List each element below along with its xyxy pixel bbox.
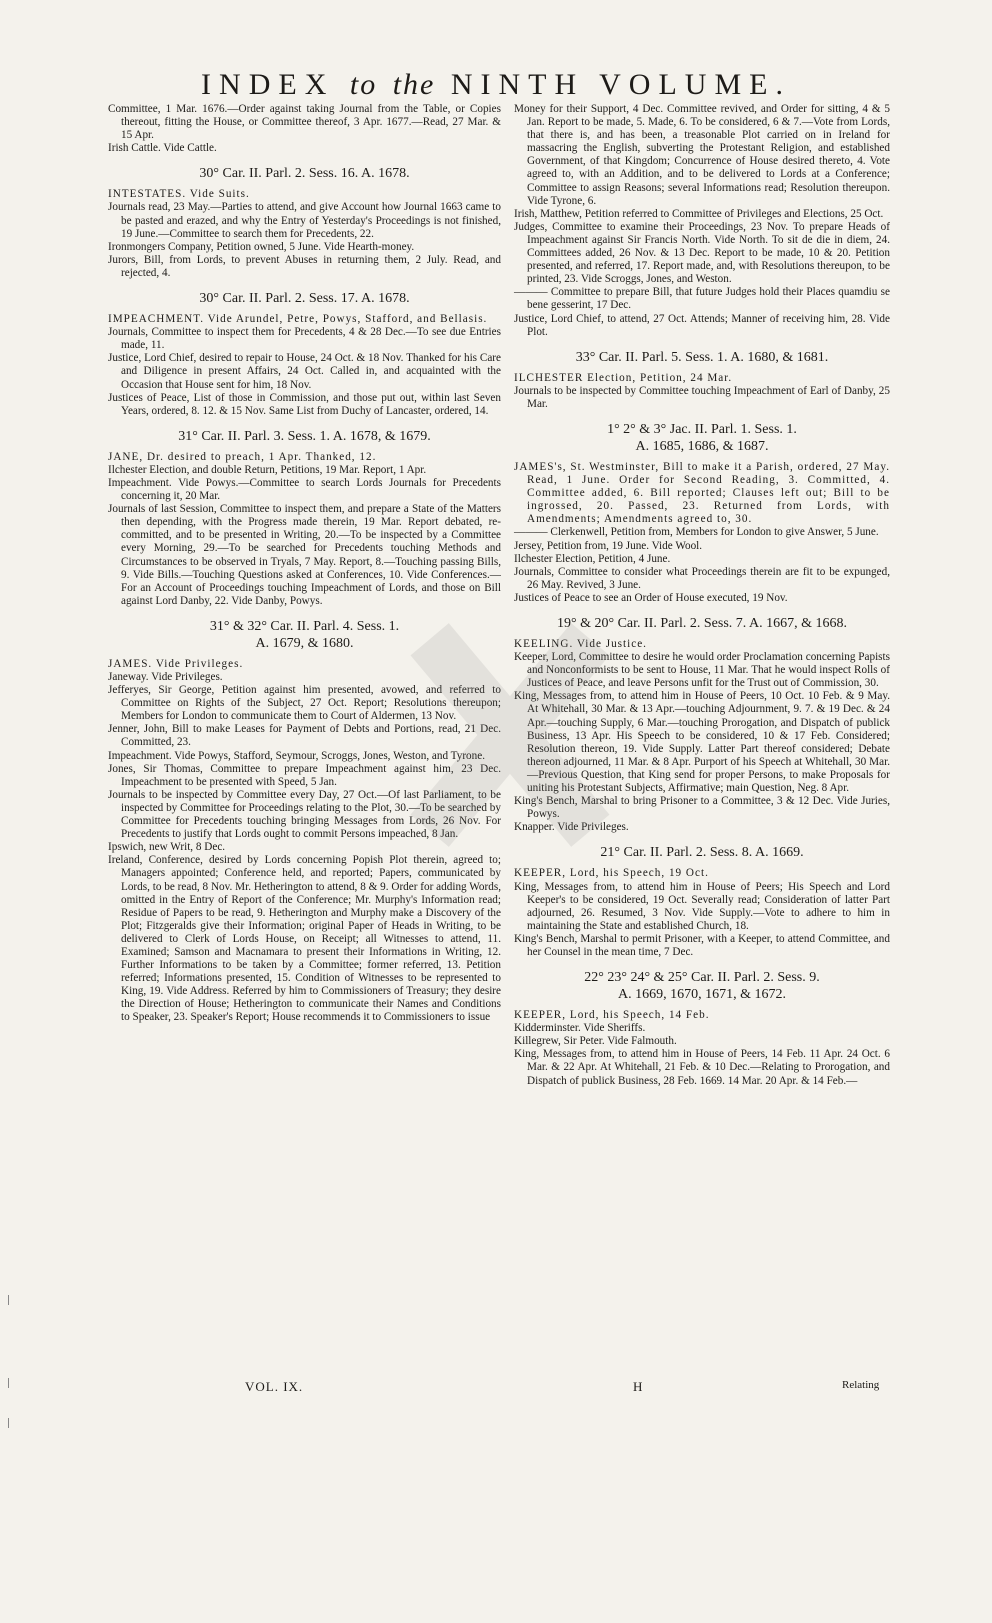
- entry: Jenner, John, Bill to make Leases for Payment of Debts and Portions, read, 21 Dec. Committed, 23.: [108, 723, 501, 749]
- section-heading: 31° Car. II. Parl. 3. Sess. 1. A. 1678, & 1679.: [178, 428, 431, 444]
- entry: Journals to be inspected by Committee every Day, 27 Oct.—Of last Parliament, to be inspected by Committee for Proceedings relating to the Plot, 30.—To be searched by Committee for Precedents touching bringing Messages from Lords, 26 Nov. For Precedents to justify that Lords ought to commit Persons impeached, 8 Jan.: [108, 788, 501, 841]
- entry: Ilchester Election, Petition, 4 June.: [514, 552, 671, 565]
- entry: Kidderminster. Vide Sheriffs.: [514, 1022, 646, 1035]
- margin-mark: [8, 1378, 13, 1388]
- entry: ——— Committee to prepare Bill, that future Judges hold their Places quamdiu se bene gesserint, 17 Dec.: [514, 286, 890, 312]
- entry: King, Messages from, to attend him in House of Peers; His Speech and Lord Keeper's to be considered, 19 Oct. Severally read; Consideration of latter Part adjourned, 26. Resumed, 3 Nov. Vide Supply.—Vote to adhere to him in maintaining the State and established Church, 18.: [514, 880, 890, 932]
- entry: Judges, Committee to examine their Proceedings, 23 Nov. To prepare Heads of Impeachment against Sir Francis North. Vide North. To sit de die in diem, 24. Committees added, 26 Nov. & 13 Dec. Report to be made, 10 & 20. Petition presented, and referred, 17. Report made, and, with Resolutions thereupon, to be printed, 23. Vide Scroggs, Jones, and Weston.: [514, 220, 890, 286]
- entry: Ironmongers Company, Petition owned, 5 June. Vide Hearth-money.: [108, 240, 415, 253]
- section-lead: ILCHESTER Election, Petition, 24 Mar.: [514, 371, 733, 384]
- entry: Justices of Peace, List of those in Commission, and those put out, within last Seven Years, ordered, 8. 12. & 15 Nov. Same List from Duchy of Lancaster, ordered, 14.: [108, 391, 501, 417]
- margin-mark: [8, 1295, 13, 1305]
- title-to: to: [349, 68, 378, 101]
- entry: Keeper, Lord, Committee to desire he would order Proclamation concerning Papists and Nonconformists to be sent to House, 11 Mar. That he would inspect Rolls of Justices of Peace, and leave Persons unfit for the Trust out of Commission, 30.: [514, 651, 890, 690]
- section-heading: [514, 969, 890, 1003]
- entry: Jefferyes, Sir George, Petition against him presented, avowed, and referred to Committee on Rights of the Subject, 27 Oct. Report; Resolutions thereupon; Members for London to communicate them to Court of Aldermen, 13 Nov.: [108, 684, 501, 723]
- entry: Journals read, 23 May.—Parties to attend, and give Account how Journal 1663 came to be pasted and erazed, and why the Entry of Yesterday's Proceedings is not finished, 19 June.—Committee to search them for Precedents, 22.: [108, 201, 501, 240]
- entry: Money for their Support, 4 Dec. Committee revived, and Order for sitting, 4 & 5 Jan. Report to be made, 5. Made, 6. To be considered, 6 & 7.—Vote from Lords, that there is, and has been, a treasonable Plot carried on in Ireland for massacring the English, subverting the Protestant Religion, and established Government, of that Kingdom; Concurrence of House desired thereto, 4. Vote agreed to, with an Addition, and to be delivered to Lords at a Conference; Committee to assign Reasons; several Informations read; Resolution thereupon. Vide Tyrone, 6.: [514, 103, 890, 207]
- entry: Journals to be inspected by Committee touching Impeachment of Earl of Danby, 25 Mar.: [514, 384, 890, 410]
- entry: Jersey, Petition from, 19 June. Vide Wool.: [514, 539, 703, 552]
- section-heading: 30° Car. II. Parl. 2. Sess. 17. A. 1678.: [199, 291, 410, 307]
- volume-footer: VOL. IX.: [245, 1379, 304, 1394]
- title-the: the: [392, 68, 436, 101]
- title-index: INDEX: [201, 68, 335, 101]
- section-heading-line: A. 1679, & 1680.: [255, 635, 354, 651]
- section-heading-line: A. 1669, 1670, 1671, & 1672.: [618, 987, 786, 1003]
- section-lead: IMPEACHMENT. Vide Arundel, Petre, Powys, Stafford, and Bellasis.: [108, 313, 488, 326]
- left-column: [108, 103, 501, 1025]
- section-heading-line: A. 1685, 1686, & 1687.: [635, 438, 769, 454]
- entry: Jurors, Bill, from Lords, to prevent Abuses in returning them, 2 July. Read, and rejected, 4.: [108, 253, 501, 279]
- entry: Impeachment. Vide Powys, Stafford, Seymour, Scroggs, Jones, Weston, and Tyrone.: [108, 749, 486, 762]
- entry-list: [514, 208, 890, 339]
- entry: Jones, Sir Thomas, Committee to prepare Impeachment against him, 23 Dec. Impeachment to be presented with Speed, 5 Jan.: [108, 762, 501, 788]
- entry: Impeachment. Vide Powys.—Committee to search Lords Journals for Precedents concerning it, 20 Mar.: [108, 476, 501, 503]
- section-lead: KEEPER, Lord, his Speech, 19 Oct.: [514, 867, 709, 880]
- section-heading-line: 22° 23° 24° & 25° Car. II. Parl. 2. Sess. 9.: [584, 970, 820, 986]
- entry: Killegrew, Sir Peter. Vide Falmouth.: [514, 1035, 677, 1048]
- entry-list: [108, 671, 501, 1025]
- entry: Journals, Committee to inspect them for Precedents, 4 & 28 Dec.—To see due Entries made, 11.: [108, 326, 501, 352]
- entry-list: [108, 326, 501, 418]
- entry: Ipswich, new Writ, 8 Dec.: [108, 841, 226, 854]
- section-heading-line: 31° & 32° Car. II. Parl. 4. Sess. 1.: [209, 618, 400, 634]
- title-volume: NINTH VOLUME.: [450, 68, 791, 101]
- entry-list: [514, 651, 890, 834]
- entry: Irish, Matthew, Petition referred to Committee of Privileges and Elections, 25 Oct.: [514, 207, 884, 220]
- right-column: [514, 103, 890, 1088]
- section-lead: INTESTATES. Vide Suits.: [108, 188, 250, 201]
- entry: Ireland, Conference, desired by Lords concerning Popish Plot therein, agreed to; Managers appointed; Conference held, and reported; Papers, communicated by Lords, to be read, 8 Nov. Mr. Hetherington to attend, 8 & 9. Order for adding Words, omitted in the Entry of Report of the Conference; Mr. Murphy's Information read; Residue of Papers to be read, 9. Hetherington and Murphy make a Discovery of the Plot; Fitzgeralds give their Information; original Paper of Heads in Writing, to be delivered to Clerk of Lords House, on Receipt; all Witnesses to attend, 11. Examined; Samson and Macnamara to present their Informations in Writing, 12. Further Informations to be taken by a Committee; former referred, 13. Petition referred; Informations presented, 15. Condition of Witnesses to be represented to King, 19. Vide Address. Referred by him to Commissioners of Treasury; they desire the Direction of House; Hetherington to communicate their Names and Conditions to Speaker, 23. Speaker's Report; House recommends it to Commissioners to issue: [108, 854, 501, 1024]
- entry-list: [514, 526, 890, 605]
- entry-list: [514, 881, 890, 960]
- signature-mark: H: [633, 1379, 643, 1394]
- entry: King's Bench, Marshal to bring Prisoner to a Committee, 3 & 12 Dec. Vide Juries, Powys.: [514, 795, 890, 821]
- entry: King's Bench, Marshal to permit Prisoner, with a Keeper, to attend Committee, and her Counsel in the mean time, 7 Dec.: [514, 932, 890, 958]
- entry: ——— Clerkenwell, Petition from, Members for London to give Answer, 5 June.: [514, 526, 879, 539]
- margin-mark: [8, 1418, 13, 1428]
- section-lead: JAMES's, St. Westminster, Bill to make it a Parish, ordered, 27 May. Read, 1 June. Order for Second Reading, 3. Committed, 4. Committee added, 6. Bill reported; Clauses left out; Bill to be ingrossed, 20. Passed, 23. Returned from Lords, with Amendments; Amendments agreed to, 30.: [514, 460, 890, 526]
- entry: Janeway. Vide Privileges.: [108, 671, 223, 683]
- section-heading: [108, 618, 501, 652]
- section-heading: 21° Car. II. Parl. 2. Sess. 8. A. 1669.: [600, 845, 804, 861]
- section-lead: JAMES. Vide Privileges.: [108, 657, 244, 670]
- entry: Journals, Committee to consider what Proceedings therein are fit to be expunged, 26 May. Revived, 3 June.: [514, 565, 890, 591]
- entry: Irish Cattle. Vide Cattle.: [108, 142, 217, 155]
- entry: King, Messages from, to attend him in House of Peers, 10 Oct. 10 Feb. & 9 May. At Whitehall, 30 Mar. & 13 Apr.—touching Adjournment, 9. 7. & 19 Dec. & 24 Apr.—touching Supply, 6 Mar.—touching Prorogation, and Dispatch of publick Business, 13 Apr. His Speech to be considered, 10 & 17 Feb. Considered; Resolution thereon, 19. Vide Supply. Latter Part thereof considered; Debate thereon adjourned, 11 Mar. & 8 Apr. Purport of his Speech at Whitehall, 30 Mar.—Previous Question, that King send for proper Persons, to make Proposals for uniting his Protestant Subjects, Affirmative; main Question, Neg. 8 Apr.: [514, 690, 890, 795]
- entry-list: [108, 464, 501, 608]
- entry-list: [514, 1022, 890, 1087]
- page-title: [0, 68, 992, 102]
- section-heading: 33° Car. II. Parl. 5. Sess. 1. A. 1680, & 1681.: [575, 349, 829, 365]
- entry: Justices of Peace to see an Order of House executed, 19 Nov.: [514, 591, 788, 604]
- entry: King, Messages from, to attend him in House of Peers, 14 Feb. 11 Apr. 24 Oct. 6 Mar. & 22 Apr. At Whitehall, 21 Feb. & 10 Dec.—Relating to Prorogation, and Dispatch of publick Business, 28 Feb. 1669. 14 Mar. 20 Apr. & 14 Feb.—: [514, 1048, 890, 1087]
- section-heading: 30° Car. II. Parl. 2. Sess. 16. A. 1678.: [199, 166, 410, 182]
- section-heading-line: 1° 2° & 3° Jac. II. Parl. 1. Sess. 1.: [607, 421, 797, 437]
- section-heading: [514, 421, 890, 455]
- entry-list: [108, 201, 501, 280]
- section-heading: 19° & 20° Car. II. Parl. 2. Sess. 7. A. 1667, & 1668.: [556, 616, 848, 631]
- entry: Justice, Lord Chief, to attend, 27 Oct. Attends; Manner of receiving him, 28. Vide Plot.: [514, 312, 890, 338]
- entry: Ilchester Election, and double Return, Petitions, 19 Mar. Report, 1 Apr.: [108, 463, 427, 476]
- entry: Knapper. Vide Privileges.: [514, 821, 629, 834]
- section-lead: KEELING. Vide Justice.: [514, 638, 647, 650]
- section-lead: JANE, Dr. desired to preach, 1 Apr. Thanked, 12.: [108, 450, 377, 463]
- section-lead: KEEPER, Lord, his Speech, 14 Feb.: [514, 1009, 710, 1022]
- entry: Journals of last Session, Committee to inspect them, and prepare a State of the Matters then depending, with the Progress made therein, 19 Mar. Report debated, re-committed, and to be presented in Writing, 20.—To be inspected by a Committee every Morning, 29.—To be searched for Precedents touching Methods and Circumstances to be observed in Tryals, 7 May. Report, 8.—Touching passing Bills, 9. Vide Bills.—Touching Questions asked at Conferences, 10. Vide Conferences.—For an Account of Proceedings touching Impeachment of Lords, and those on Bill against Lord Danby, 22. Vide Danby, Powys.: [108, 503, 501, 607]
- entry: Committee, 1 Mar. 1676.—Order against taking Journal from the Table, or Copies thereout, fitting the House, or Committee thereof, 3 Apr. 1677.—Read, 27 Mar. & 15 Apr.: [108, 103, 501, 142]
- catchword: Relating: [842, 1379, 880, 1391]
- entry: Justice, Lord Chief, desired to repair to House, 24 Oct. & 18 Nov. Thanked for his Care and Diligence in present Affairs, 24 Oct. Called in, and acquainted with the Occasion that House sent for him, 18 Nov.: [108, 352, 501, 391]
